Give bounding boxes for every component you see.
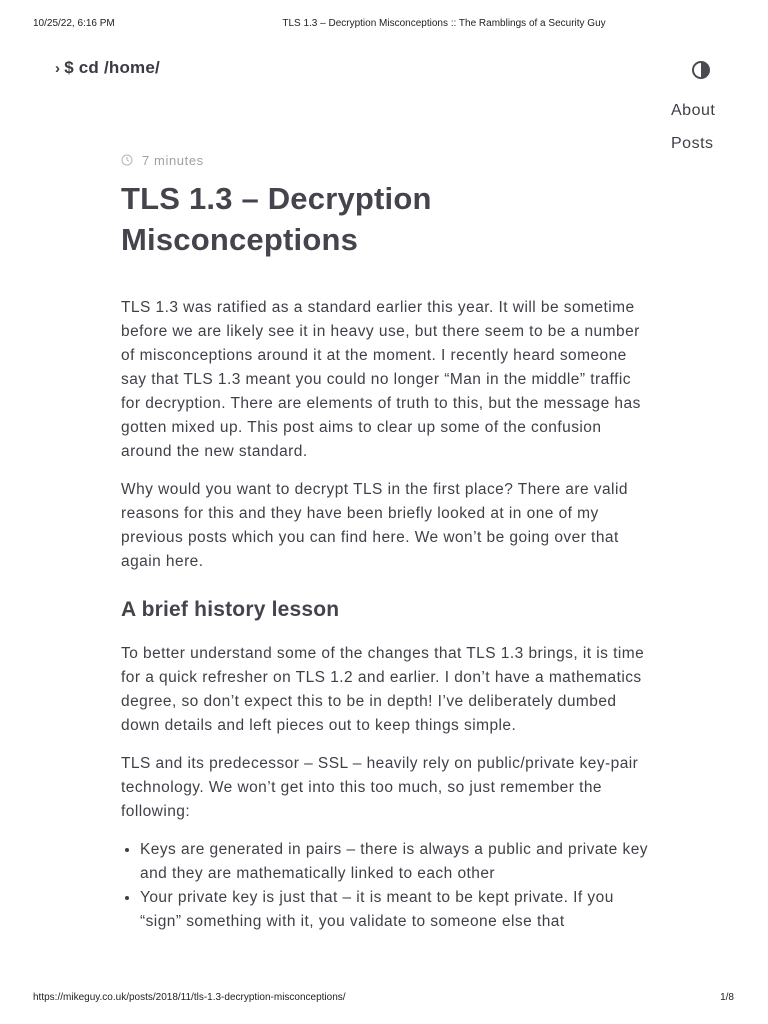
half-circle-icon [691, 60, 711, 80]
site-logo-link[interactable] [55, 58, 160, 78]
list-item: • Keys are generated in pairs – there is always a public and private key and they are mathematically linked to each other [140, 838, 651, 886]
paragraph: TLS 1.3 was ratified as a standard earlier this year. It will be sometime before we are likely see it in heavy use, but there seem to be a number of misconceptions around it at the moment. I recently heard someone say that TLS 1.3 meant you could no longer “Man in the middle” traffic for decryption. There are elements of truth to this, but the message has gotten mixed up. This post aims to clear up some of the confusion around the new standard. [121, 299, 641, 460]
post-content [121, 152, 651, 934]
bullet-list [121, 838, 651, 934]
post-title: TLS 1.3 – Decryption Misconceptions [121, 181, 432, 257]
post-meta [121, 152, 651, 168]
main-nav [671, 101, 715, 167]
reading-time: 7 minutes [142, 152, 204, 168]
nav-item-posts[interactable]: Posts [671, 135, 714, 152]
paragraph: TLS and its predecessor – SSL – heavily rely on public/private key-pair technology. We won’t get into this too much, so just remember the following: [121, 755, 639, 820]
clock-icon [121, 154, 133, 166]
nav-item-about[interactable]: About [671, 102, 716, 119]
paragraph: Why would you want to decrypt TLS in the first place? There are valid reasons for this and they have been briefly looked at in one of my previous posts which you can find here. We won’t be going over that again here. [121, 481, 628, 570]
print-url: https://mikeguy.co.uk/posts/2018/11/tls-1.3-decryption-misconceptions/ [33, 992, 346, 1003]
page-number: 1/8 [720, 992, 734, 1003]
theme-toggle-button[interactable] [691, 60, 711, 80]
print-title: TLS 1.3 – Decryption Misconceptions :: The Ramblings of a Security Guy [282, 18, 606, 29]
chevron-right-icon: › [55, 60, 61, 77]
logo-text: $ cd /home/ [64, 58, 160, 77]
print-date: 10/25/22, 6:16 PM [33, 18, 115, 29]
list-item: • Your private key is just that – it is meant to be kept private. If you “sign” something with it, you validate to someone else that [140, 886, 651, 934]
paragraph: To better understand some of the changes that TLS 1.3 brings, it is time for a quick refresher on TLS 1.2 and earlier. I don’t have a mathematics degree, so don’t expect this to be in depth! I’ve deliberately dumbed down details and left pieces out to keep things simple. [121, 645, 645, 734]
section-heading: A brief history lesson [121, 598, 340, 621]
